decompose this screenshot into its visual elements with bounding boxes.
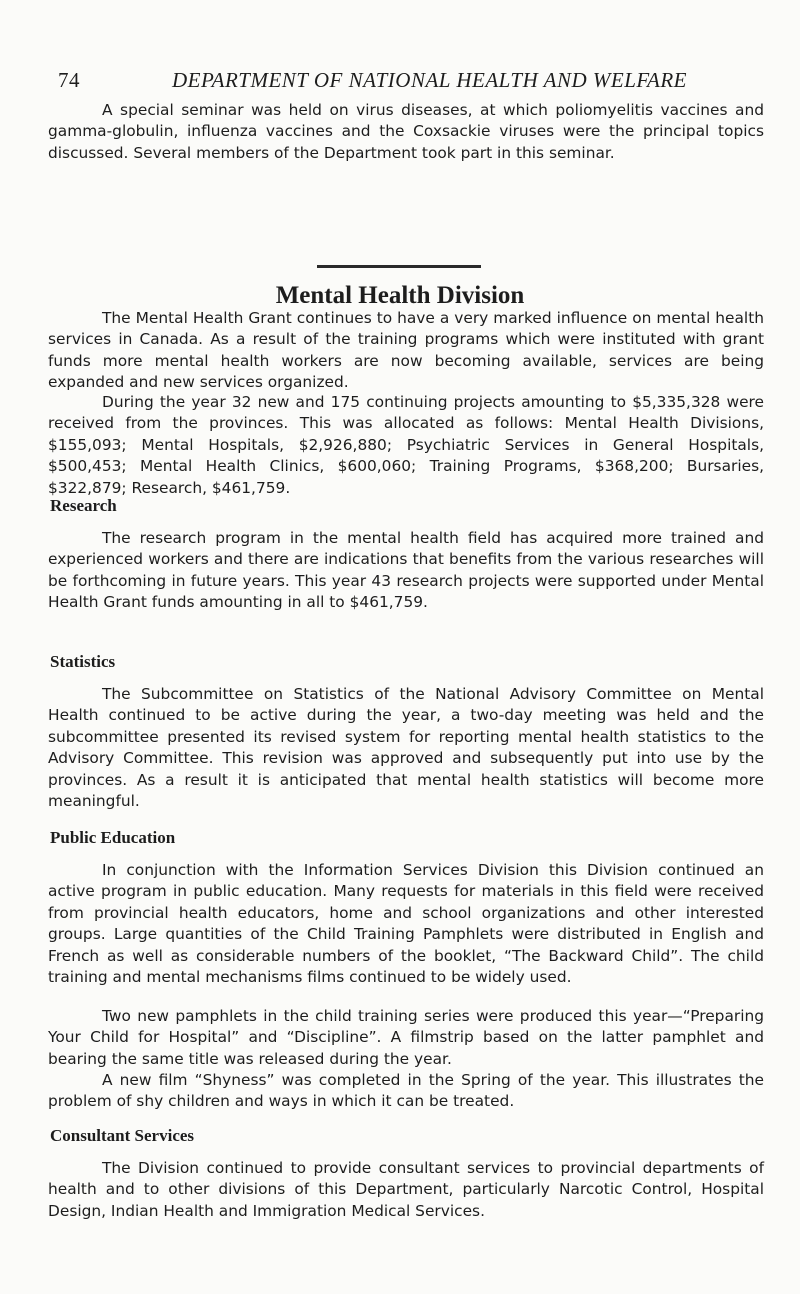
statistics-heading: Statistics [50,652,116,671]
research-section [48,528,764,614]
running-head: DEPARTMENT OF NATIONAL HEALTH AND WELFARE [172,68,687,92]
public-education-section-3 [48,1070,764,1113]
division-title: Mental Health Division [275,282,525,309]
consultant-services-paragraph: The Division continued to provide consultant services to provincial departments of health and to other divisions of this Department, particularly Narcotic Control, Hospital Design, Indian Health and Immigration Medical Services. [48,1159,764,1220]
public-education-section-2 [48,1006,764,1070]
division-paragraph-2: During the year 32 new and 175 continuing projects amounting to $5,335,328 were received from the provinces. This was allocated as follows: Mental Health Divisions, $155,093; Mental Hospitals, $2,926,880; Psychiatric Services in General Hospitals, $500,453; Mental Health Clinics, $600,060; Training Programs, $368,200; Bursaries, $322,879; Research, $461,759. [48,393,764,497]
intro-paragraph: A special seminar was held on virus diseases, at which poliomyelitis vaccines and gamma-globulin, influenza vaccines and the Coxsackie viruses were the principal topics discussed. Several members of the Department took part in this seminar. [48,101,764,162]
statistics-section [48,684,764,812]
division-intro [48,308,764,394]
intro-section [48,100,764,164]
statistics-paragraph: The Subcommittee on Statistics of the National Advisory Committee on Mental Health continued to be active during the year, a two-day meeting was held and the subcommittee presented its revised system for reporting mental health statistics to the Advisory Committee. This revision was approved and subsequently put into use by the provinces. As a result it is anticipated that mental health statistics will become more meaningful. [48,685,764,811]
research-paragraph: The research program in the mental health field has acquired more trained and experienced workers and there are indications that benefits from the various researches will be forthcoming in future years. This year 43 research projects were supported under Mental Health Grant funds amounting in all to $461,759. [48,529,764,612]
page-number: 74 [58,68,80,92]
page-header [0,64,800,94]
division-paragraph-1: The Mental Health Grant continues to have a very marked influence on mental health services in Canada. As a result of the training programs which were instituted with grant funds more mental health workers are now becoming available, services are being expanded and new services organized. [48,309,764,392]
consultant-services-section [48,1158,764,1222]
public-education-heading: Public Education [50,828,176,847]
public-education-paragraph-3: A new film “Shyness” was completed in the Spring of the year. This illustrates the problem of shy children and ways in which it can be treated. [48,1071,764,1111]
division-allocation [48,392,764,499]
consultant-services-heading: Consultant Services [50,1126,195,1145]
public-education-paragraph-1: In conjunction with the Information Services Division this Division continued an active program in public education. Many requests for materials in this field were received from provincial health educators, home and school organizations and other interested groups. Large quantities of the Child Training Pamphlets were distributed in English and French as well as considerable numbers of the booklet, “The Backward Child”. The child training and mental mechanisms films continued to be widely used. [48,861,764,987]
public-education-section-1 [48,860,764,988]
research-heading: Research [50,496,117,515]
section-divider [317,265,481,268]
public-education-paragraph-2: Two new pamphlets in the child training series were produced this year—“Preparing Your Child for Hospital” and “Discipline”. A filmstrip based on the latter pamphlet and bearing the same title was released during the year. [48,1007,764,1068]
